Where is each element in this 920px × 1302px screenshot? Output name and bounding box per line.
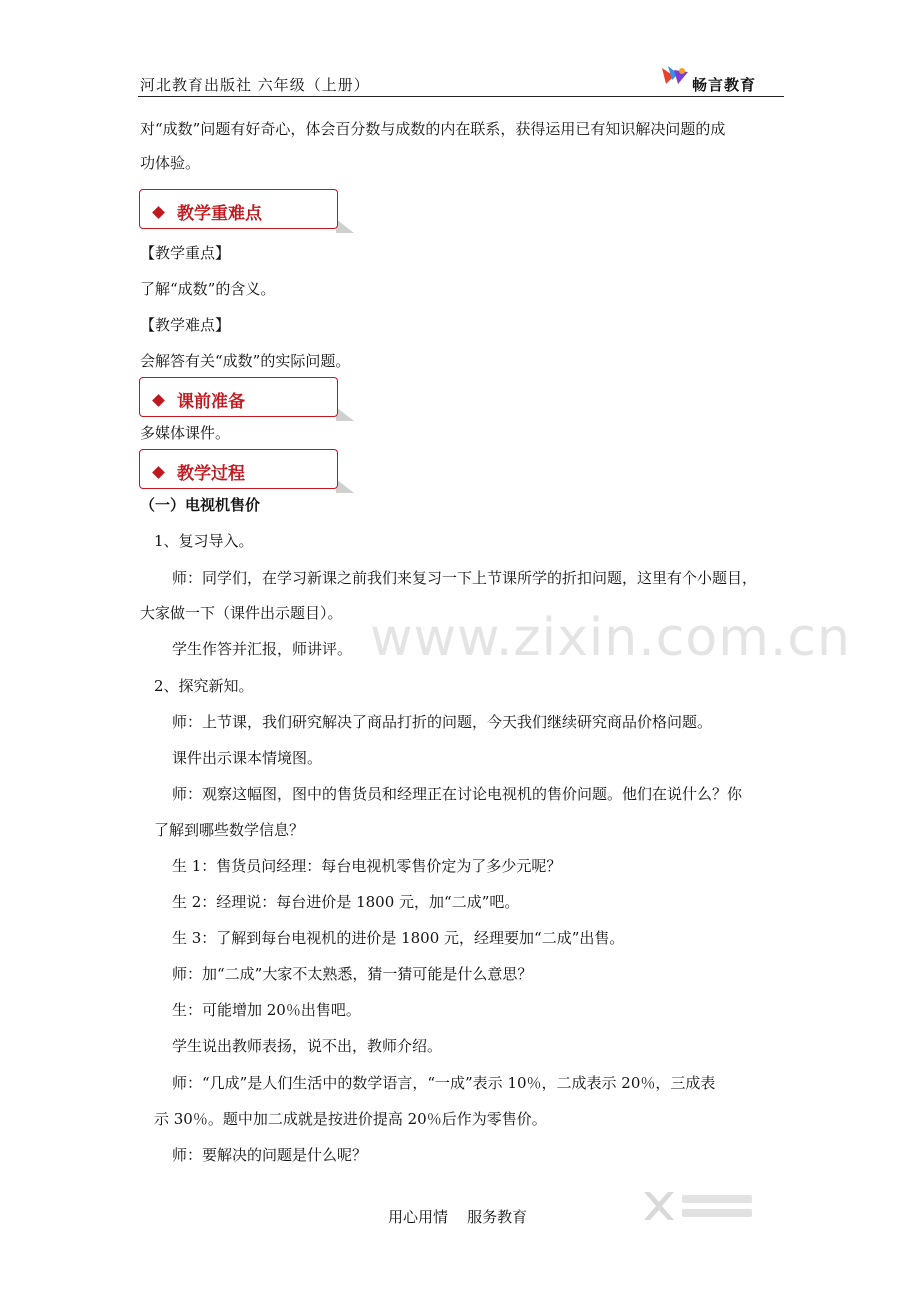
diamond-icon [152, 394, 165, 407]
section-title-prep: 课前准备 [177, 392, 245, 412]
iflytek-logo-icon [640, 1188, 760, 1224]
para-7: 生 2：经理说：每台进价是 1800 元，加“二成”吧。 [172, 893, 520, 911]
diamond-icon [152, 206, 165, 219]
focus-label: 【教学重点】 [140, 244, 231, 262]
intro-line-2: 功体验。 [140, 154, 201, 172]
step2: 2、探究新知。 [154, 677, 254, 695]
para-8: 生 3：了解到每台电视机的进价是 1800 元，经理要加“二成”出售。 [172, 929, 625, 947]
diamond-icon [152, 466, 165, 479]
section-shadow-icon [336, 219, 354, 233]
hard-text: 会解答有关“成数”的实际问题。 [140, 352, 351, 370]
part1-title: （一）电视机售价 [140, 496, 261, 514]
section-header-difficulty [139, 189, 338, 229]
para-10: 生：可能增加 20％出售吧。 [172, 1001, 361, 1019]
para-11: 学生说出教师表扬，说不出，教师介绍。 [172, 1037, 443, 1055]
intro-line-1: 对“成数”问题有好奇心，体会百分数与成数的内在联系，获得运用已有知识解决问题的成 [140, 120, 726, 138]
para-12b: 示 30％。题中加二成就是按进价提高 20％后作为零售价。 [154, 1110, 547, 1128]
para-6: 生 1：售货员问经理：每台电视机零售价定为了多少元呢？ [172, 857, 562, 875]
para-4: 课件出示课本情境图。 [172, 749, 323, 767]
section-header-process [139, 449, 338, 489]
para-12a: 师：“几成”是人们生活中的数学语言，“一成”表示 10％，二成表示 20％，三成表 [172, 1074, 716, 1092]
para-9: 师：加“二成”大家不太熟悉，猜一猜可能是什么意思？ [172, 965, 533, 983]
changyan-logo-icon [660, 64, 690, 88]
para-5a: 师：观察这幅图，图中的售货员和经理正在讨论电视机的售价问题。他们在说什么？你 [172, 785, 743, 803]
section-header-prep [139, 377, 338, 417]
para-5b: 了解到哪些数学信息？ [154, 821, 305, 839]
section-title-difficulty: 教学重难点 [177, 204, 262, 224]
para-2: 学生作答并汇报，师讲评。 [172, 640, 353, 658]
section-shadow-icon [336, 407, 354, 421]
prep-text: 多媒体课件。 [140, 424, 231, 442]
footer-slogan: 用心用情 服务教育 [388, 1208, 528, 1226]
header-brand: 畅言教育 [692, 76, 757, 94]
section-shadow-icon [336, 479, 354, 493]
step1: 1、复习导入。 [154, 532, 254, 550]
focus-text: 了解“成数”的含义。 [140, 280, 276, 298]
section-title-process: 教学过程 [177, 464, 245, 484]
hard-label: 【教学难点】 [140, 316, 231, 334]
para-1a: 师：同学们，在学习新课之前我们来复习一下上节课所学的折扣问题，这里有个小题目， [172, 569, 758, 587]
para-3: 师：上节课，我们研究解决了商品打折的问题，今天我们继续研究商品价格问题。 [172, 713, 713, 731]
para-1b: 大家做一下（课件出示题目）。 [140, 604, 343, 622]
header-divider [138, 96, 784, 97]
para-13: 师：要解决的问题是什么呢？ [172, 1146, 368, 1164]
watermark: www.zixin.com.cn [370, 608, 851, 668]
header-publisher: 河北教育出版社 六年级（上册） [140, 76, 370, 94]
